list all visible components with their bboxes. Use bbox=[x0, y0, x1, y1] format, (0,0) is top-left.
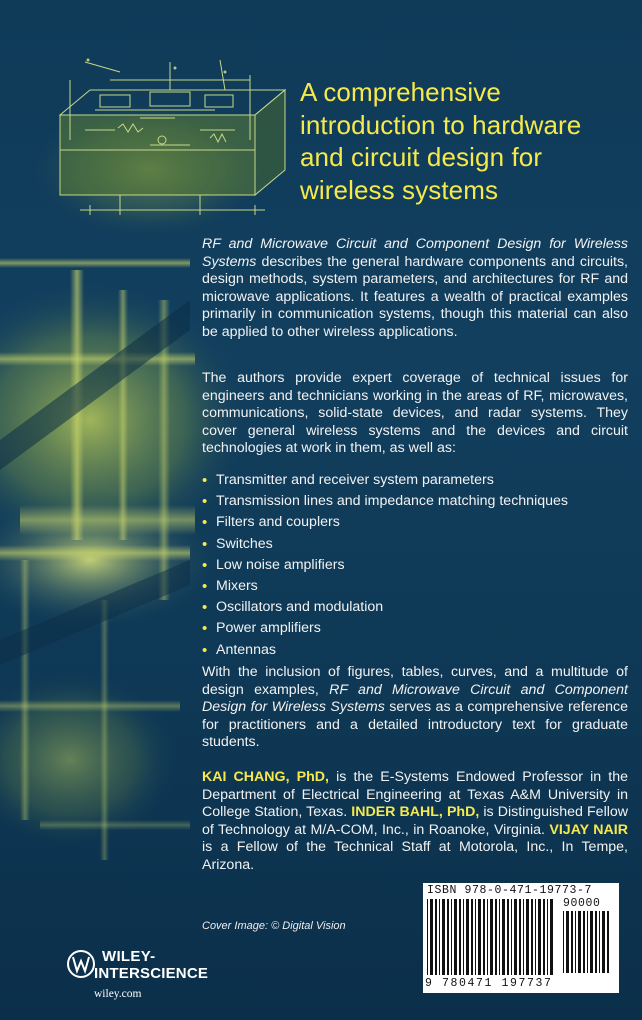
list-item-label: Power amplifiers bbox=[216, 620, 321, 637]
barcode-bar bbox=[483, 899, 485, 975]
barcode-bar bbox=[511, 899, 512, 975]
list-item bbox=[202, 597, 628, 618]
barcode-bar bbox=[538, 899, 541, 975]
barcode-bar bbox=[547, 899, 548, 975]
list-item-label: Switches bbox=[216, 535, 273, 552]
list-item bbox=[202, 491, 628, 512]
list-item-label: Antennas bbox=[216, 641, 276, 658]
description-text: describes the general hardware components and circuits, design methods, system parameters, and architectures for RF and microwave applications. It features a wealth of practical examples primarily in communication systems, though this material can also be applied to other wireless applications. bbox=[202, 253, 628, 340]
author-bio-nair: is a Fellow of the Technical Staff at Motorola, Inc., In Tempe, Arizona. bbox=[202, 839, 628, 873]
barcode-bar bbox=[571, 911, 573, 973]
barcode-bar bbox=[526, 899, 529, 975]
barcode-bar bbox=[543, 899, 545, 975]
barcode-bar bbox=[454, 899, 457, 975]
barcode-bar bbox=[471, 899, 473, 975]
bullet-icon: • bbox=[202, 535, 208, 553]
summary-paragraph bbox=[202, 664, 628, 752]
description-paragraph bbox=[202, 236, 628, 342]
barcode bbox=[423, 883, 619, 993]
isbn-text: ISBN 978-0-471-19773-7 bbox=[427, 884, 593, 897]
barcode-bar bbox=[575, 911, 576, 973]
barcode-bar bbox=[495, 899, 497, 975]
author-bio-chang: is the E-Systems Endowed Professor in the Department of Electrical Engineering at Texas A&M University in College Station, Texas. bbox=[202, 769, 629, 821]
price-code: 90000 bbox=[563, 897, 601, 910]
bullet-icon: • bbox=[202, 599, 208, 617]
barcode-bar bbox=[535, 899, 536, 975]
barcode-bar bbox=[607, 911, 609, 973]
coverage-paragraph: The authors provide expert coverage of technical issues for engineers and technicians working in the areas of RF, microwaves, communications, solid-state devices, and radar systems. They cover general wireless systems and the devices and circuit technologies at work in them, as well as: bbox=[202, 370, 628, 457]
barcode-bar bbox=[478, 899, 481, 975]
list-item-label: Mixers bbox=[216, 577, 258, 594]
author-bio-bahl: is Distinguished Fellow of Technology at M/A-COM, Inc., in Roanoke, Virginia. bbox=[202, 804, 629, 838]
barcode-bar bbox=[519, 899, 521, 975]
bullet-icon: • bbox=[202, 514, 208, 532]
author-name-nair: VIJAY NAIR bbox=[549, 821, 628, 838]
barcode-bar bbox=[507, 899, 509, 975]
list-item bbox=[202, 640, 628, 661]
list-item-label: Low noise amplifiers bbox=[216, 556, 345, 573]
bullet-icon: • bbox=[202, 577, 208, 595]
author-bios bbox=[202, 769, 628, 875]
barcode-bar bbox=[514, 899, 517, 975]
barcode-bar bbox=[595, 911, 597, 973]
bullet-icon: • bbox=[202, 556, 208, 574]
barcode-bar bbox=[490, 899, 493, 975]
list-item bbox=[202, 576, 628, 597]
barcode-bar bbox=[590, 911, 593, 973]
barcode-bar bbox=[599, 911, 600, 973]
barcode-digits: 9 780471 197737 bbox=[425, 977, 553, 990]
list-item-label: Oscillators and modulation bbox=[216, 599, 384, 616]
summary-text-start: With the inclusion of figures, tables, curves, and a multitude of design examples, bbox=[202, 664, 628, 698]
barcode-bar bbox=[451, 899, 452, 975]
topic-list bbox=[202, 470, 628, 661]
barcode-bar bbox=[523, 899, 524, 975]
barcode-bar bbox=[563, 911, 564, 973]
list-item bbox=[202, 534, 628, 555]
list-item bbox=[202, 512, 628, 533]
barcode-bar bbox=[502, 899, 505, 975]
publisher-url: wiley.com bbox=[94, 988, 142, 1000]
barcode-bar bbox=[550, 899, 553, 975]
list-item-label: Filters and couplers bbox=[216, 514, 340, 531]
barcode-bar bbox=[583, 911, 585, 973]
barcode-bar bbox=[602, 911, 605, 973]
barcode-bar bbox=[447, 899, 449, 975]
list-item bbox=[202, 618, 628, 639]
barcode-bar bbox=[439, 899, 440, 975]
publisher-name-line2: INTERSCIENCE bbox=[94, 965, 209, 982]
cover-image-credit: Cover Image: © Digital Vision bbox=[202, 920, 346, 932]
bullet-icon: • bbox=[202, 493, 208, 511]
publisher-name-line1: WILEY- bbox=[102, 948, 156, 965]
bullet-icon: • bbox=[202, 620, 208, 638]
list-item-label: Transmission lines and impedance matching techniques bbox=[216, 493, 568, 510]
list-item bbox=[202, 470, 628, 491]
barcode-bars bbox=[427, 899, 555, 975]
barcode-bar bbox=[531, 899, 533, 975]
author-name-bahl: INDER BAHL, PhD, bbox=[351, 804, 480, 821]
barcode-bar bbox=[435, 899, 437, 975]
barcode-bar bbox=[430, 899, 433, 975]
barcode-bar bbox=[459, 899, 461, 975]
author-name-chang: KAI CHANG, PhD, bbox=[202, 769, 329, 785]
barcode-bar bbox=[442, 899, 445, 975]
price-barcode-bars bbox=[563, 911, 615, 973]
barcode-bar bbox=[427, 899, 428, 975]
barcode-bar bbox=[475, 899, 476, 975]
book-title-italic: RF and Microwave Circuit and Component Design for Wireless Systems bbox=[202, 681, 628, 716]
barcode-bar bbox=[578, 911, 581, 973]
barcode-bar bbox=[463, 899, 464, 975]
bullet-icon: • bbox=[202, 641, 208, 659]
wiley-logo-icon bbox=[66, 946, 96, 982]
list-item bbox=[202, 555, 628, 576]
summary-text-end: serves as a comprehensive reference for practitioners and a detailed introductory text for graduate students. bbox=[202, 699, 629, 751]
barcode-bar bbox=[587, 911, 588, 973]
list-item-label: Transmitter and receiver system parameters bbox=[216, 472, 494, 488]
barcode-bar bbox=[566, 911, 569, 973]
barcode-bar bbox=[487, 899, 488, 975]
headline: A comprehensive introduction to hardware and circuit design for wireless systems bbox=[300, 77, 582, 205]
bullet-icon: • bbox=[202, 472, 208, 489]
barcode-bar bbox=[466, 899, 469, 975]
barcode-bar bbox=[499, 899, 500, 975]
book-title-italic: RF and Microwave Circuit and Component Design for Wireless Systems bbox=[202, 236, 628, 270]
